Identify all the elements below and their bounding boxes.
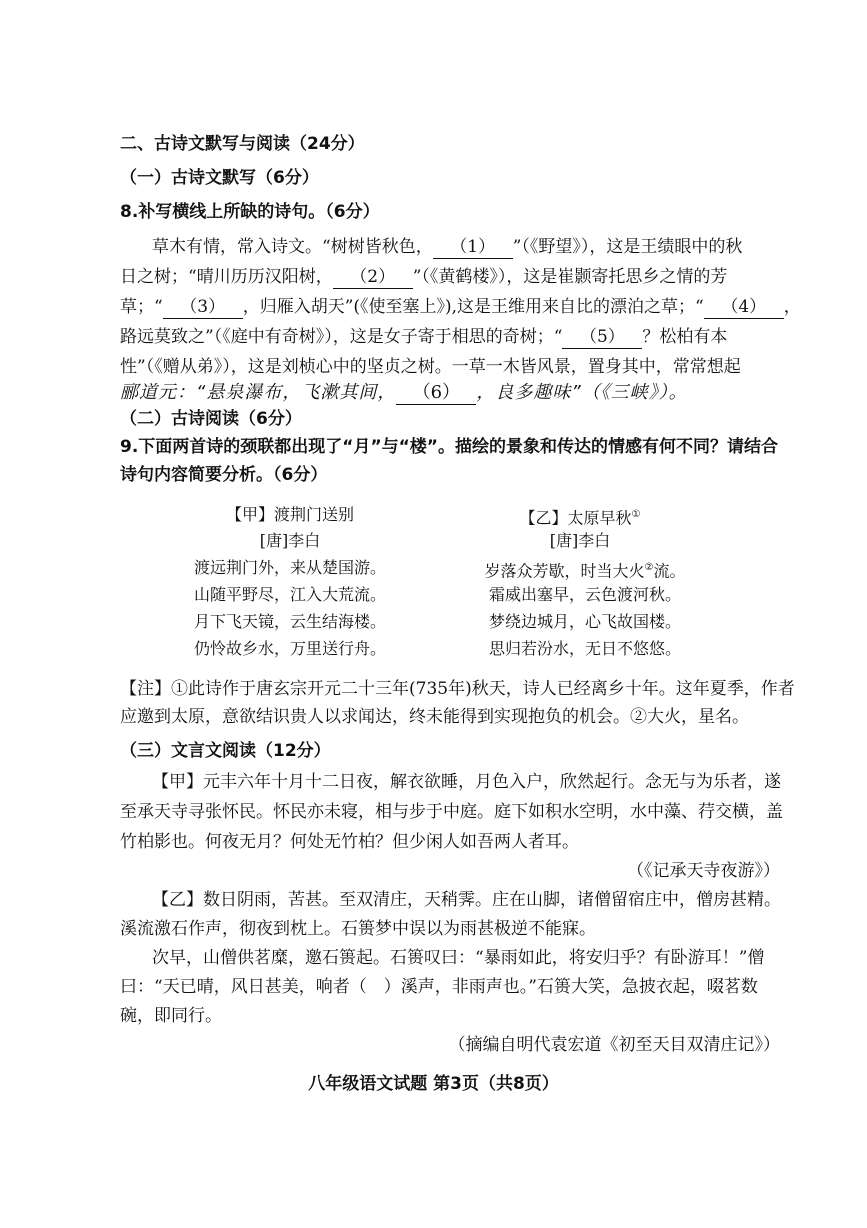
text-b-line-5: 碗，即同行。 xyxy=(120,1006,222,1026)
poem-note-line-1: 【注】①此诗作于唐玄宗开元二十三年(735年)秋天，诗人已经离乡十年。这年夏季，作者 xyxy=(120,679,795,699)
poem-a-line-1: 渡远荆门外，来从楚国游。 xyxy=(193,558,386,577)
text-b-source: （摘编自明代袁宏道《初至天目双清庄记》） xyxy=(448,1035,780,1055)
text-a-source: （《记承天寺夜游》） xyxy=(627,861,780,881)
question-9-line-2: 诗句内容简要分析。（6分） xyxy=(120,465,328,485)
poem-b-author: [唐]李白 xyxy=(549,531,611,550)
q8-line-1: 草木有情，常入诗文。“树树皆秋色， （1） ”（《野望》），这是王绩眼中的秋 xyxy=(152,237,743,257)
poem-a-author: [唐]李白 xyxy=(259,531,321,550)
poem-b-line-1: 岁落众芳歇，时当大火②流。 xyxy=(484,561,686,581)
poem-a-line-2: 山随平野尽，江入大荒流。 xyxy=(193,585,386,604)
poem-a-line-4: 仍怜故乡水，万里送行舟。 xyxy=(193,639,386,658)
part2-title: （二）古诗阅读（6分） xyxy=(120,409,302,429)
poem-b-line-3: 梦绕边城月，心飞故国楼。 xyxy=(488,612,681,631)
text-a-line-1: 【甲】元丰六年十月十二日夜，解衣欲睡，月色入户，欣然起行。念无与为乐者，遂 xyxy=(152,772,781,792)
blank-5: （5） xyxy=(562,326,642,349)
text-a-line-3: 竹柏影也。何夜无月？何处无竹柏？但少闲人如吾两人者耳。 xyxy=(120,832,579,852)
part3-title: （三）文言文阅读（12分） xyxy=(120,741,331,761)
section-title: 二、古诗文默写与阅读（24分） xyxy=(120,134,365,154)
q8-line-4: 路远莫致之”（《庭中有奇树》），这是女子寄于相思的奇树；“ （5） ？松柏有本 xyxy=(120,327,728,347)
q8-line-2: 日之树；“晴川历历汉阳树， （2） ”（《黄鹤楼》），这是崔颢寄托思乡之情的芳 xyxy=(120,267,728,287)
blank-3: （3） xyxy=(163,296,243,319)
q8-line-3: 草；“ （3） ，归雁入胡天”(《使至塞上》),这是王维用来自比的漂泊之草；“ （4） ， xyxy=(120,297,801,317)
q8-line-5: 性”（《赠从弟》），这是刘桢心中的坚贞之树。一草一木皆风景，置身其中，常常想起 xyxy=(120,357,741,377)
text-b-line-4: 曰：“天已晴，风日甚美，响者（ ）溪声，非雨声也。”石篑大笑，急披衣起，啜茗数 xyxy=(120,977,758,997)
poem-a-title: 【甲】渡荆门送别 xyxy=(225,505,354,524)
text-b-line-1: 【乙】数日阴雨，苦甚。至双清庄，天稍霁。庄在山脚，诸僧留宿庄中，僧房甚精。 xyxy=(152,890,781,910)
poem-b-line-4: 思归若汾水，无日不悠悠。 xyxy=(488,639,681,658)
q8-line-6: 郦道元：“悬泉瀑布，飞漱其间， （6） ，良多趣味”（《三峡》）。 xyxy=(120,382,688,403)
poem-b-title: 【乙】太原早秋① xyxy=(519,508,641,528)
text-a-line-2: 至承天寺寻张怀民。怀民亦未寝，相与步于中庭。庭下如积水空明，水中藻、荇交横，盖 xyxy=(120,802,783,822)
text-b-line-3: 次早，山僧供茗糜，邀石篑起。石篑叹曰：“暴雨如此，将安归乎？有卧游耳！”僧 xyxy=(152,948,765,968)
blank-1: （1） xyxy=(433,236,513,259)
poem-note-line-2: 应邀到太原，意欲结识贵人以求闻达，终未能得到实现抱负的机会。②大火，星名。 xyxy=(120,707,749,727)
page-footer: 八年级语文试题 第3页（共8页） xyxy=(308,1074,559,1094)
text-b-line-2: 溪流激石作声，彻夜到枕上。石篑梦中误以为雨甚极逆不能寐。 xyxy=(120,919,596,939)
blank-2: （2） xyxy=(333,266,413,289)
blank-4: （4） xyxy=(704,296,784,319)
poem-a-line-3: 月下飞天镜，云生结海楼。 xyxy=(193,612,386,631)
question-8: 8.补写横线上所缺的诗句。（6分） xyxy=(120,202,380,222)
blank-6: （6） xyxy=(396,382,476,405)
poem-b-line-2: 霜威出塞早，云色渡河秋。 xyxy=(488,585,681,604)
question-9-line-1: 9.下面两首诗的颈联都出现了“月”与“楼”。描绘的景象和传达的情感有何不同？请结合 xyxy=(120,437,778,457)
part1-title: （一）古诗文默写（6分） xyxy=(120,168,319,188)
